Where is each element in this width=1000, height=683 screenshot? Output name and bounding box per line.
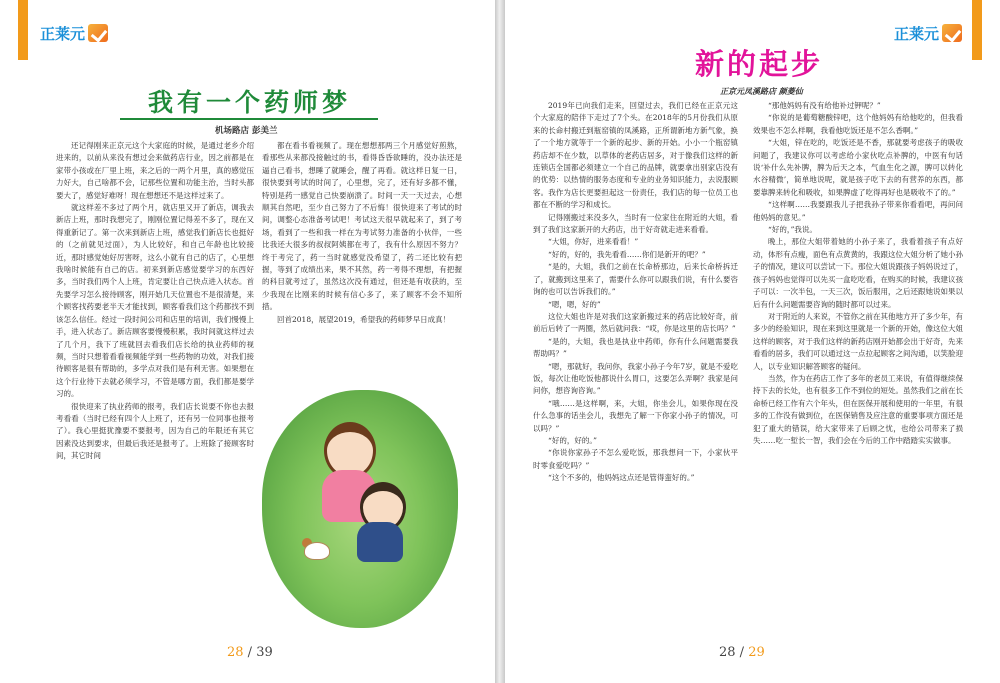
paragraph: “大姐，你好，进来看看！” [548,237,639,247]
page-gutter [495,0,505,683]
right-page [505,0,1000,683]
article-column-1 [56,140,254,463]
article-byline: 正京元凤溪路店 颜菱仙 [720,86,803,96]
paragraph: “是的，大姐，我也是执业中药师，你有什么问题需要我帮助吗？” [533,336,738,359]
paragraph: “嗯，那就好，我问你，我家小孙子今年7岁，就是不爱吃饭，每次让他吃饭他都说什么胃口，这要怎么弄啊？我家是问问你，想咨询咨询。” [533,361,738,396]
paragraph: “嗯，嗯，好的” [548,299,601,309]
paragraph: “好的，好的。” [548,435,597,445]
puppy-figure [304,542,330,560]
paragraph: 很快迎来了执业药师的报考，我们店长说要不你也去报考看看（当时已经有四个人上班了，还有另一位同事也报考了）。我心里挺犹豫要不要报考，因为自己的年限还有其它因素没达到要求，但最后我还是报考了。上班除了接顾客时间，其它时间 [56,401,254,461]
brand-logo [894,22,962,44]
paragraph: “你说你家孙子不怎么爱吃饭，那我想问一下，小家伙平时零食爱吃吗？” [533,448,738,470]
paragraph: “那他妈妈有没有给他补过钾呢？” [768,101,881,110]
children-illustration [262,390,458,628]
paragraph: “大姐，锌在吃的，吃饭还是不香，那就要考虑孩子的吸收问题了，我建议你可以考虑给小家伙吃点补脾的，中医有句话说‘补什么先补脾，脾为后天之本，气血生化之源，脾可以转化水谷精微’，简单地说呢，就是孩子吃下去的有营养的东西，都要靠脾来转化和吸收，如果脾虚了吃得再好也是吸收不了的。” [753,138,963,197]
right-page-tab-marker [972,0,982,60]
paragraph: 还记得刚来正京元这个大家庭的时候，是通过老乡介绍进来的，以前从来没有想过会来做药店行业，因之前都是在家带小孩或在厂里上班，来之后的一两个月里，真的感觉压力好大，自己啥都不会，记那些位置和功能主治，当时头都要大了，感觉好难呀！现在想想还不是这样过来了。 [56,141,254,200]
page-number-other: 28 [719,645,736,660]
page-number [719,645,765,660]
paragraph: “好的，好的，我先看看……你们是新开的吧？” [548,249,706,259]
article-title: 我有一个药师梦 [148,88,352,117]
paragraph: 都在看书看视频了。现在想想那两三个月感觉好煎熬，看那些从来都没接触过的书，看得昏昏欲睡的，没办法还是逼自己看书，想睡了就睡会，醒了再看。就这样日复一日，很快要到考试的时间了，心里想，完了，还有好多都不懂，特别是药一感觉自己快要崩溃了。时间一天一天过去，心想顺其自然吧，至少自己努力了不后悔！很快迎来了考试的时间，调整心态准备考试吧！考试这天很早就起来了，到了考场，看到了一些和我一样在为考试努力准备的小伙伴，一些比我还大很多的叔叔阿姨都在考了，我有什么原因不努力？终于考完了，药一当时就感觉没希望了，药二还比较有把握，等到了成绩出来，果不其然，药一考得不理想，有把握的科目就考过了，虽然这次没有通过，但还是有收获的，至少我现在比刚来的时候有信心多了，来了顾客不会不知所措。 [262,141,462,312]
article-column-1 [533,100,738,485]
article-column-2 [753,100,963,447]
paragraph: 这位大姐也许是对我们这家新搬过来的药店比较好奇，前前后后转了一两圈，然后就问我：“哎，你是这里的店长吗？” [533,311,738,334]
boy-figure-body [357,522,403,562]
page-number-other: 39 [256,645,273,660]
brand-logo-icon [88,24,108,42]
article-title: 新的起步 [695,47,824,81]
brand-logo-text: 正莱元 [40,24,86,43]
page-number [227,645,273,660]
paragraph: “哦……是这样啊，来，大姐，你坐会儿，如果你现在没什么急事的话坐会儿，我想先了解一下你家小孙子的情况，可以吗？” [533,398,738,433]
brand-logo-text: 正莱元 [893,24,939,43]
paragraph: 当然，作为在药店工作了多年的老员工来说，有值得继续保持下去的长处，也有很多工作不到位的短处。虽然我们之前在长命桥已经工作有六个年头，但在医保开展和使用的一年里，有很多的工作没有做到位，在医保销售及应注意的重要事项方面还是犯了重大的错误，给大家带来了后顾之忧，也给公司带来了损失……吃一堑长一智，我们会在今后的工作中踏踏实实做事。 [753,373,963,445]
article-byline: 机场路店 彭美兰 [215,126,278,136]
left-page [0,0,495,683]
left-page-tab-marker [18,0,28,60]
paragraph: 就这样差不多过了两个月，就店里又开了新店，调我去新店上班，那时我想完了，刚刚位置记得差不多了，现在又得重新记了。第一次来到新店上班，感觉我们新店长也挺好的（之前就见过面），为人比较好，和自己年龄也比较接近，那时感觉她好厉害呀，这么小就有自己的店了，心里想我啥时候能有自己的店。初来到新店感觉要学习的东西好多，当时我们两个人上班，肯定要让自己快点进入状态。首先要学习怎么接待顾客，刚开始几天位置也不是很清楚，来个顾客找药要老半天才能找到，顾客看我们这个药都找不到该怎么信任。经过一段时间公司和店里的培训，我们慢慢上手，进入状态了。新店顾客要慢慢积累，我时间就这样过去了几个月，我下了班就回去看我们店长给的执业药师的视频，当时只想着看看视频能学到一些药物的功效，对我们接待顾客是很有帮助的，多学点对我们是有利无害。如果想在这个行业待下去就必须学习，不管是哪方面，我们都是要学习的。 [56,203,254,399]
paragraph: 对于附近的人来说，不管你之前在其他地方开了多少年，有多少的经验知识，现在来到这里就是一个新的开始，像这位大姐这样的顾客，对于我们这样的新药店刚开始都会出于好奇，先来看看的居多，我们可以通过这一点拉起顾客之间沟通，以笑脸迎人，以专业知识解答顾客的疑问。 [753,311,963,371]
paragraph: “你说的是葡萄糖酸锌吧，这个他妈妈有给他吃的，但我看效果也不怎么样啊，我看他吃饭还是不怎么香啊。” [753,113,963,135]
paragraph: “好的，”我说。 [768,225,817,235]
paragraph: “这个不多的，他妈妈这点还是管得蛮好的。” [548,473,695,483]
brand-logo-icon [942,24,962,42]
paragraph: 记得刚搬过来没多久，当时有一位家住在附近的大姐，看到了我们这家新开的大药店，出于好奇就走进来看看。 [533,212,738,235]
paragraph: 回首2018，展望2019，希望我的药师梦早日成真！ [277,314,451,324]
paragraph: “这样啊……我要跟我儿子把我孙子带来你看看吧，再问问他妈妈的意见。” [753,200,963,222]
paragraph: 2019年已向我们走来，回望过去，我们已经在正京元这个大家庭的陪伴下走过了7个头。在2018年的5月份我们从原来的长命村搬迁到瓶窑镇的凤溪路，正所谓新地方新气象，换了一个地方就等于一个新的起步、新的开始。小小一个瓶窑镇药店却不在少数，以草体的老药店居多，对于像我们这样的新连锁店全国都必须建立一个自己的品牌，就要拿出别家店没有的优势：以热情的服务态度和专业的业务知识能力，去说服顾客。我作为店长更要担起这一份责任，我们店的每一位员工也都在不断的学习和成长。 [533,101,738,210]
paragraph: “是的，大姐，我们之前在长命桥那边，后来长命桥拆迁了，就搬到这里来了，需要什么你可以跟我们说，有什么要咨询的也可以告诉我们的。” [533,262,738,297]
brand-logo [40,22,108,44]
article-column-2 [262,140,462,326]
paragraph: 晚上，那位大姐带着她的小孙子来了，我看着孩子有点好动，体形有点瘦，面色有点黄黄的，我跟这位大姐分析了她小孙子的情况，建议可以尝试一下。那位大姐说跟孩子妈妈说过了，孩子妈妈也觉得可以先买一盒吃吃看，在购买的时候，我建议孩子可以：一次半包，一天三次，饭后服用，之后还跟她说如果以后有什么问题需要咨询的随时都可以过来。 [753,237,963,309]
page-number-separator: / [735,645,749,660]
page-number-current: 29 [748,645,765,660]
page-number-current: 28 [227,645,244,660]
title-divider [120,118,378,120]
page-number-separator: / [243,645,257,660]
